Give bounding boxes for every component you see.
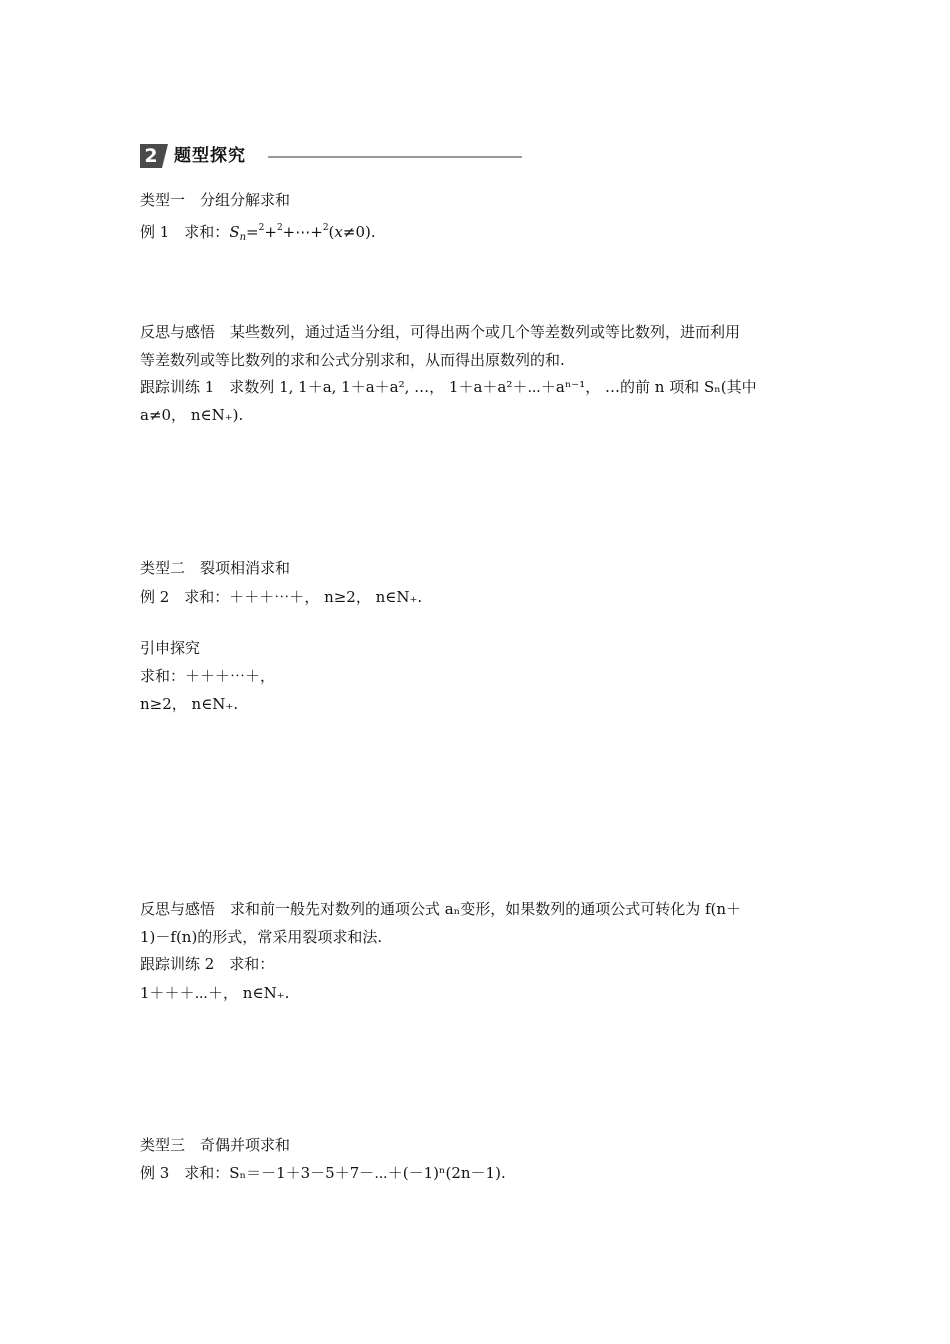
practice1-line1: 跟踪训练 1 求数列 1, 1＋a, 1＋a＋a², …， 1＋a＋a²＋⋯＋aⁿ⁻¹， …的前 n 项和 Sₙ(其中 [140, 378, 757, 396]
example2: 例 2 求和：＋＋＋⋯＋， n≥2， n∈N₊. [140, 588, 423, 606]
example3: 例 3 求和：Sₙ＝－1＋3－5＋7－⋯＋(－1)ⁿ(2n－1). [140, 1164, 506, 1182]
extension-title: 引申探究 [140, 639, 201, 657]
practice2-line2: 1＋＋＋⋯＋， n∈N₊. [140, 984, 290, 1002]
reflection2-line1: 反思与感悟 求和前一般先对数列的通项公式 aₙ变形，如果数列的通项公式可转化为 f(n＋ [140, 900, 742, 918]
section-number-badge: 2 [140, 144, 162, 168]
reflection1-line2: 等差数列或等比数列的求和公式分别求和，从而得出原数列的和. [140, 351, 565, 369]
extension-line1: 求和：＋＋＋⋯＋， [140, 667, 276, 685]
practice2-line1: 跟踪训练 2 求和： [140, 955, 275, 973]
reflection2-line2: 1)－f(n)的形式，常采用裂项求和法. [140, 928, 383, 946]
practice1-line2: a≠0， n∈N₊). [140, 406, 244, 424]
type2-title: 类型二 裂项相消求和 [140, 559, 291, 577]
type3-title: 类型三 奇偶并项求和 [140, 1136, 291, 1154]
section-header [140, 143, 522, 169]
example1: 例 1 求和：$S_n=^2+^2+\cdots+^2(x\ne 0)$. [140, 223, 376, 243]
reflection1-line1: 反思与感悟 某些数列，通过适当分组，可得出两个或几个等差数列或等比数列，进而利用 [140, 323, 741, 341]
header-rule [268, 156, 522, 158]
example1-label: 例 1 求和： [140, 223, 230, 241]
type1-title: 类型一 分组分解求和 [140, 191, 291, 209]
section-title: 题型探究 [174, 146, 246, 166]
extension-line2: n≥2， n∈N₊. [140, 695, 239, 713]
